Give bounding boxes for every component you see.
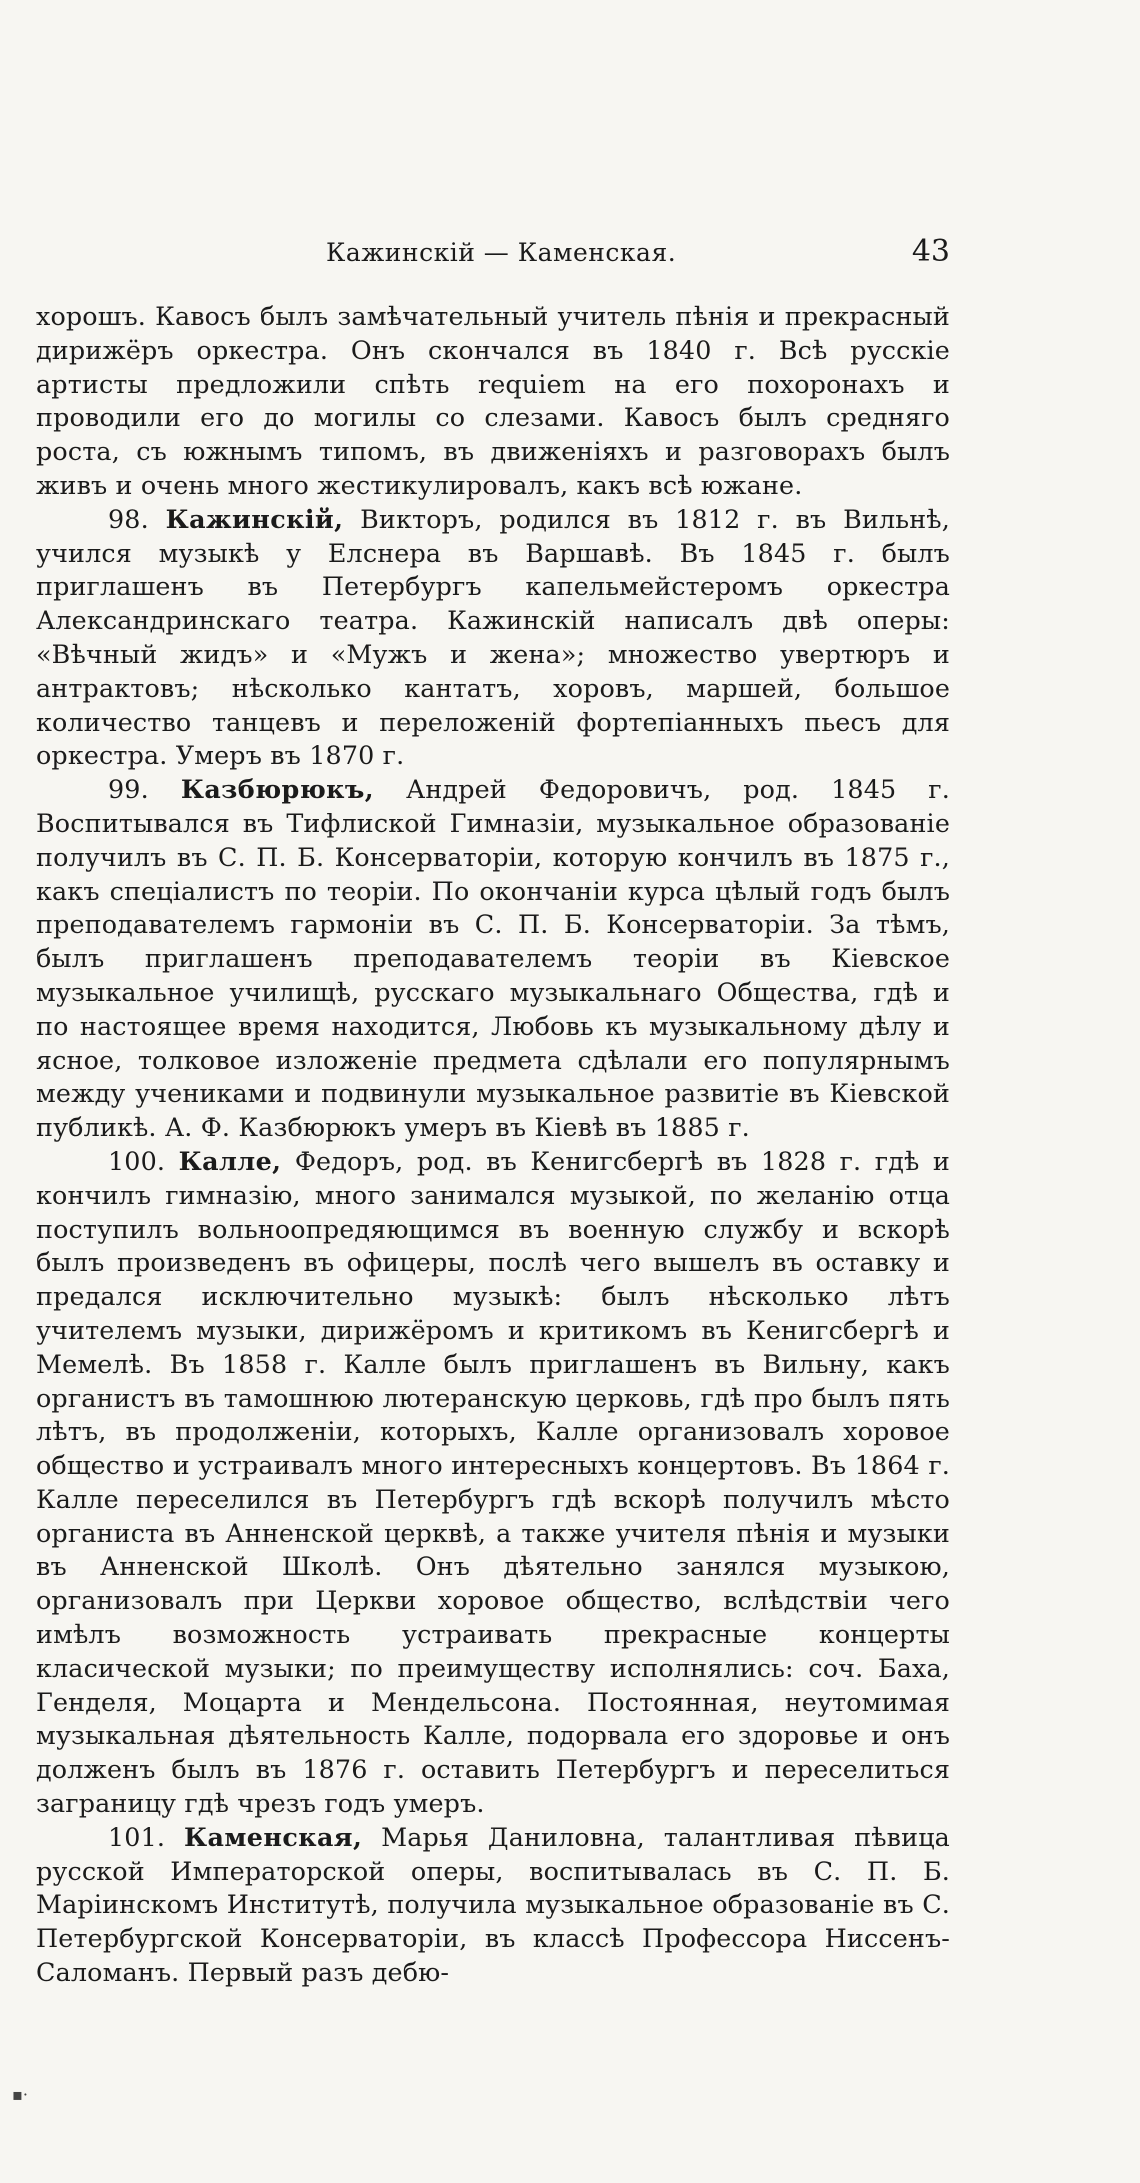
margin-mark: ▪· [12,2085,28,2104]
entry-name: Каменская, [184,1821,363,1852]
entry-text: Андрей Федоровичъ, род. 1845 г. Воспитывался въ Тифлиской Гимназіи, музыкальное образованіе получилъ въ С. П. Б. Консерваторіи, которую кончилъ въ 1875 г., какъ спеціалистъ по теоріи. По окончаніи курса цѣлый годъ былъ преподавателемъ гармоніи въ С. П. Б. Консерваторіи. За тѣмъ, былъ приглашенъ преподавателемъ теоріи въ Кіевское музыкальное училищѣ, русскаго музыкальнаго Общества, гдѣ и по настоящее время находится, Любовь къ музыкальному дѣлу и ясное, толковое изложеніе предмета сдѣлали его популярнымъ между учениками и подвинули музыкальное развитіе въ Кіевской публикѣ. А. Ф. Казбюрюкъ умеръ въ Кіевѣ въ 1885 г. [36,774,950,1143]
entry-text: Федоръ, род. въ Кенигсбергѣ въ 1828 г. гдѣ и кончилъ гимназію, много занимался музыкой, по желанію отца поступилъ вольноопредяющимся въ военную службу и вскорѣ былъ произведенъ въ офицеры, послѣ чего вышелъ въ оставку и предался исключительно музыкѣ: былъ нѣсколько лѣтъ учителемъ музыки, дирижёромъ и критикомъ въ Кенигсбергѣ и Мемелѣ. Въ 1858 г. Калле былъ приглашенъ въ Вильну, какъ органистъ въ тамошнюю лютеранскую церковь, гдѣ про былъ пять лѣтъ, въ продолженіи, которыхъ, Калле организовалъ хоровое общество и устраивалъ много интересныхъ концертовъ. Въ 1864 г. Калле переселился въ Петербургъ гдѣ вскорѣ получилъ мѣсто органиста въ Анненской церквѣ, а также учителя пѣнія и музыки въ Анненской Школѣ. Онъ дѣятельно занялся музыкою, организовалъ при Церкви хоровое общество, вслѣдствіи чего имѣлъ возможность устраивать прекрасные концерты класической музыки; по преимуществу исполнялись: соч. Баха, Генделя, Моцарта и Мендельсона. Постоянная, неутомимая музыкальная дѣятельность Калле, подорвала его здоровье и онъ долженъ былъ въ 1876 г. оставить Петербургъ и переселиться заграницу гдѣ чрезъ годъ умеръ. [36,1145,950,1819]
entry-98 [36,503,950,773]
entry-101 [36,1821,950,1990]
entry-number: 99. [108,774,149,805]
entry-number: 98. [108,503,149,534]
entry-number: 100. [108,1145,166,1176]
header-title: Кажинскій — Каменская. [326,238,677,267]
paragraph-text: хорошъ. Кавосъ былъ замѣчательный учитель пѣнія и прекрасный дирижёръ оркестра. Онъ скончался въ 1840 г. Всѣ русскіе артисты предложили спѣть requiem на его похоронахъ и проводили его до могилы со слезами. Кавосъ былъ средняго роста, съ южнымъ типомъ, въ движеніяхъ и разговорахъ былъ живъ и очень много жестикулировалъ, какъ всѣ южане. [36,301,950,500]
entry-name: Кажинскій, [165,503,344,534]
entry-number: 101. [108,1821,166,1852]
entry-text: Викторъ, родился въ 1812 г. въ Вильнѣ, учился музыкѣ у Елснера въ Варшавѣ. Въ 1845 г. былъ приглашенъ въ Петербургъ капельмейстеромъ оркестра Александринскаго театра. Кажинскій написалъ двѣ оперы: «Вѣчный жидъ» и «Мужъ и жена»; множество увертюръ и антрактовъ; нѣсколько кантатъ, хоровъ, маршей, большое количество танцевъ и переложеній фортепіанныхъ пьесъ для оркестра. Умеръ въ 1870 г. [36,503,950,771]
entry-100 [36,1145,950,1821]
entry-name: Казбюрюкъ, [180,774,374,805]
paragraph-continuation [36,300,950,503]
entry-text: Марья Даниловна, талантливая пѣвица русской Императорской оперы, воспитывалась въ С. П. Б. Маріинскомъ Институтѣ, получила музыкальное образованіе въ С. Петербургской Консерваторіи, въ классѣ Профессора Ниссенъ-Саломанъ. Первый разъ дебю- [36,1821,950,1988]
entry-name: Калле, [178,1145,282,1176]
page-number: 43 [911,234,950,269]
body-text [36,300,950,1990]
running-header [36,230,950,274]
entry-99 [36,773,950,1145]
